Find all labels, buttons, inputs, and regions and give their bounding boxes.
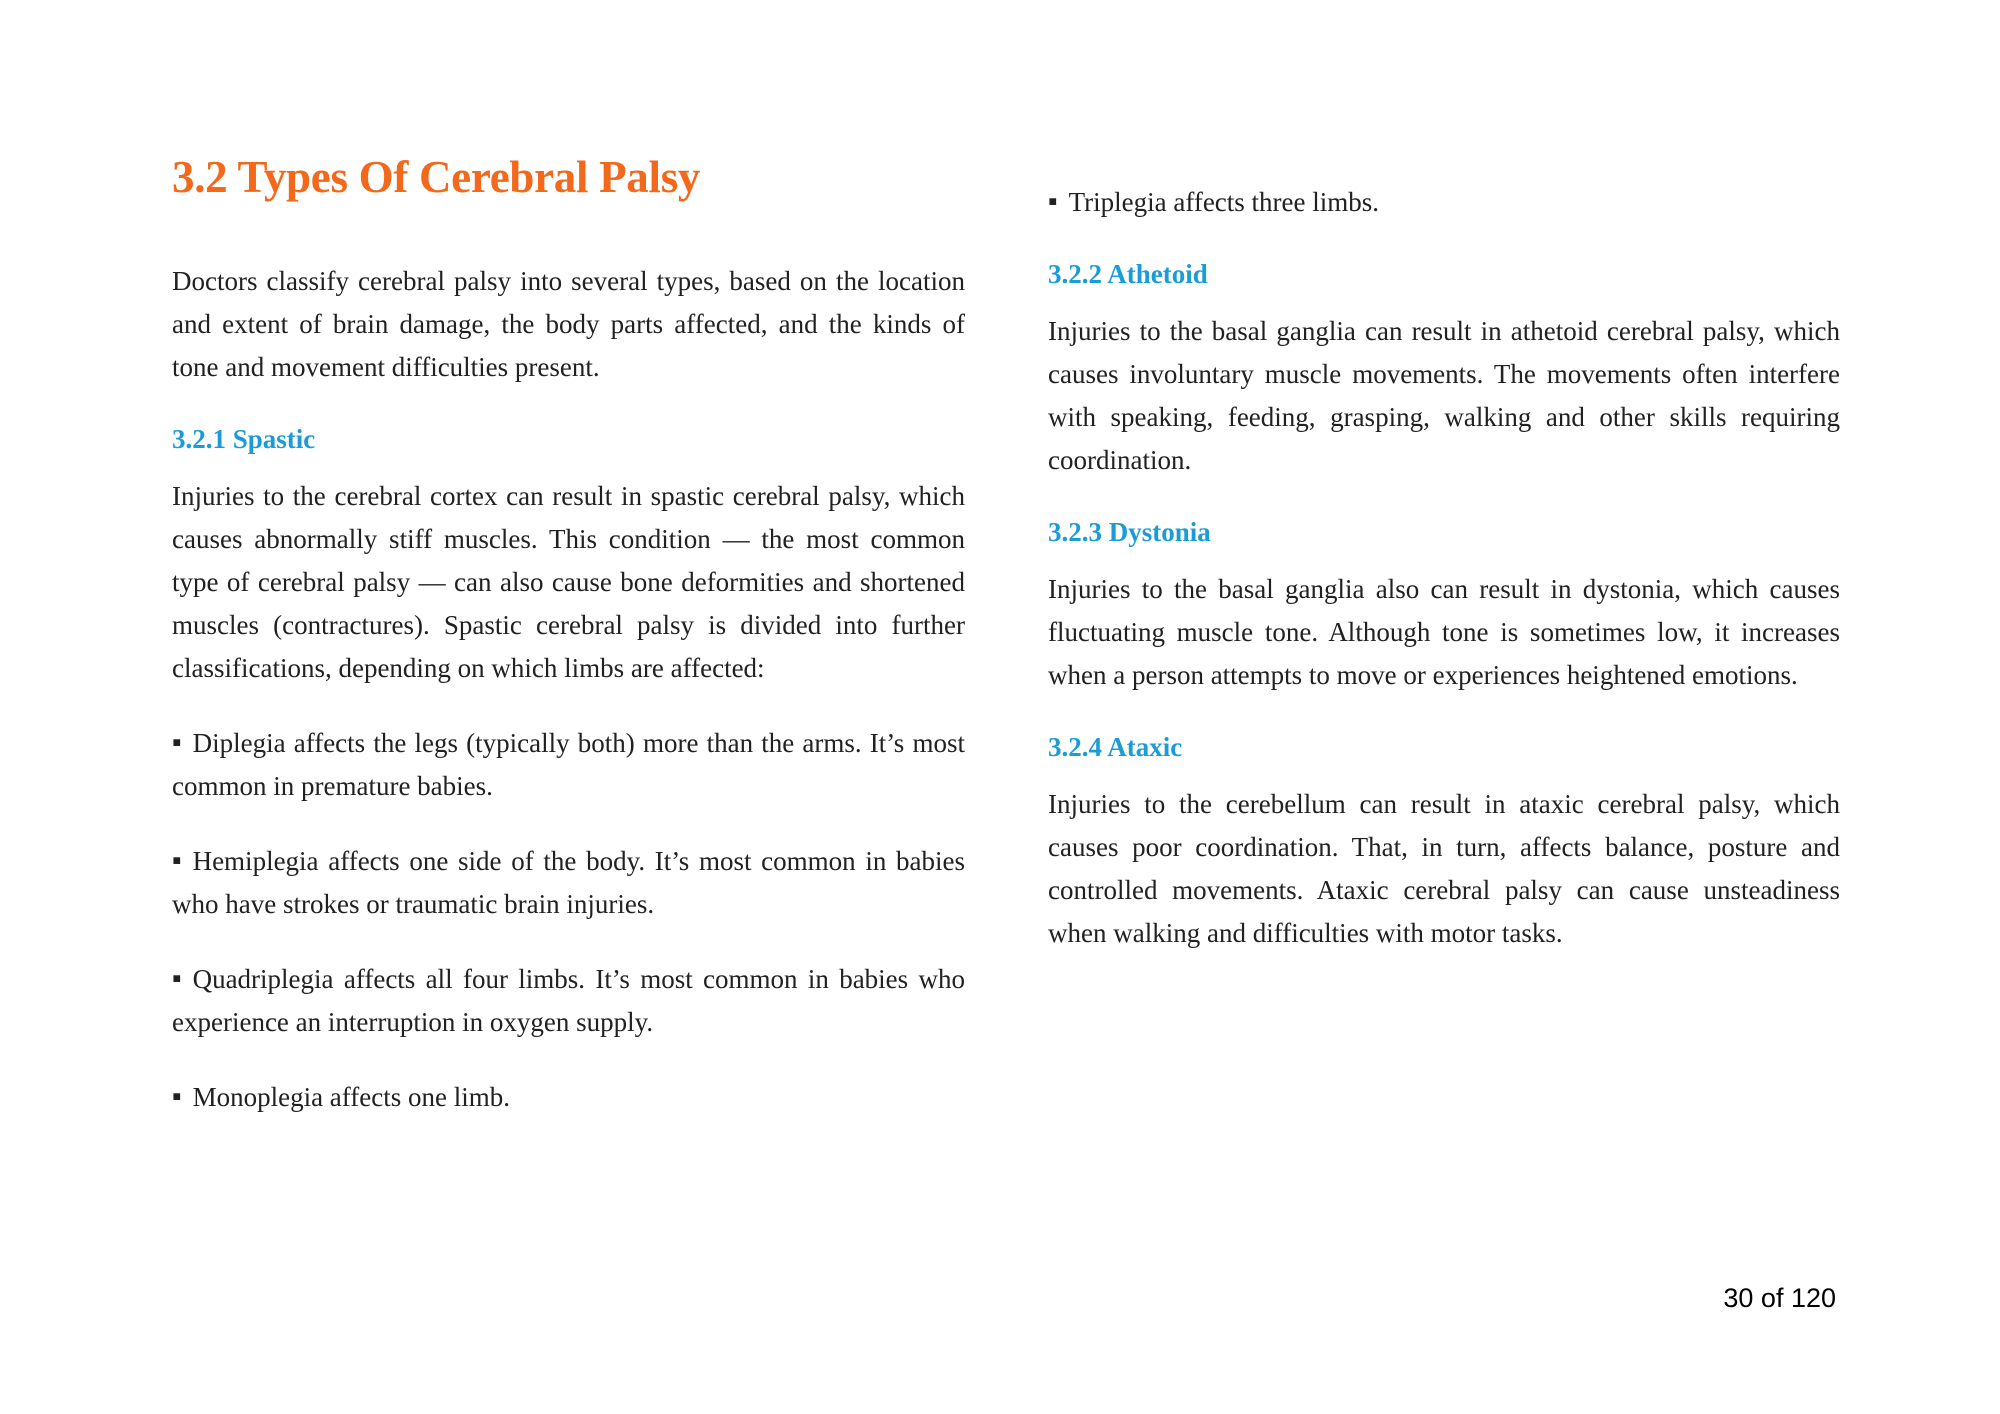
bullet-square-icon: ▪ <box>172 1081 182 1111</box>
list-item-monoplegia <box>172 1076 965 1119</box>
list-item-text: Hemiplegia affects one side of the body. It’s most common in babies who have strokes or traumatic brain injuries. <box>172 846 965 919</box>
dystonia-paragraph: Injuries to the basal ganglia also can result in dystonia, which causes fluctuating muscle tone. Although tone is sometimes low, it increases when a person attempts to move or experiences heightened emotions. <box>1048 574 1840 690</box>
spastic-paragraph: Injuries to the cerebral cortex can result in spastic cerebral palsy, which causes abnormally stiff muscles. This condition — the most common type of cerebral palsy — can also cause bone deformities and shortened muscles (contractures). Spastic cerebral palsy is divided into further classifications, depending on which limbs are affected: <box>172 481 965 683</box>
list-item-text: Diplegia affects the legs (typically both) more than the arms. It’s most common in premature babies. <box>172 728 965 801</box>
bullet-square-icon: ▪ <box>172 963 182 993</box>
right-column <box>1048 181 1840 987</box>
list-item-quadriplegia <box>172 958 965 1044</box>
list-item-text: Triplegia affects three limbs. <box>1068 187 1380 217</box>
section-heading-spastic: 3.2.1 Spastic <box>172 424 316 454</box>
bullet-square-icon: ▪ <box>172 727 182 757</box>
section-heading-ataxic: 3.2.4 Ataxic <box>1048 732 1183 762</box>
page-title: 3.2 Types Of Cerebral Palsy <box>172 152 701 202</box>
list-item-text: Monoplegia affects one limb. <box>192 1082 510 1112</box>
athetoid-paragraph: Injuries to the basal ganglia can result in athetoid cerebral palsy, which causes involuntary muscle movements. The movements often interfere with speaking, feeding, grasping, walking and other skills requiring coordination. <box>1048 316 1840 475</box>
list-item-triplegia <box>1048 181 1840 224</box>
section-heading-dystonia: 3.2.3 Dystonia <box>1048 517 1211 547</box>
list-item-diplegia <box>172 722 965 808</box>
ataxic-paragraph: Injuries to the cerebellum can result in ataxic cerebral palsy, which causes poor coordination. That, in turn, affects balance, posture and controlled movements. Ataxic cerebral palsy can cause unsteadiness when walking and difficulties with motor tasks. <box>1048 789 1840 948</box>
left-column <box>172 150 965 1151</box>
bullet-square-icon: ▪ <box>172 845 182 875</box>
bullet-square-icon: ▪ <box>1048 186 1058 216</box>
list-item-text: Quadriplegia affects all four limbs. It’s most common in babies who experience an interruption in oxygen supply. <box>172 964 965 1037</box>
list-item-hemiplegia <box>172 840 965 926</box>
section-heading-athetoid: 3.2.2 Athetoid <box>1048 259 1208 289</box>
page-number: 30 of 120 <box>1723 1283 1836 1313</box>
intro-paragraph: Doctors classify cerebral palsy into several types, based on the location and extent of brain damage, the body parts affected, and the kinds of tone and movement difficulties present. <box>172 266 965 382</box>
